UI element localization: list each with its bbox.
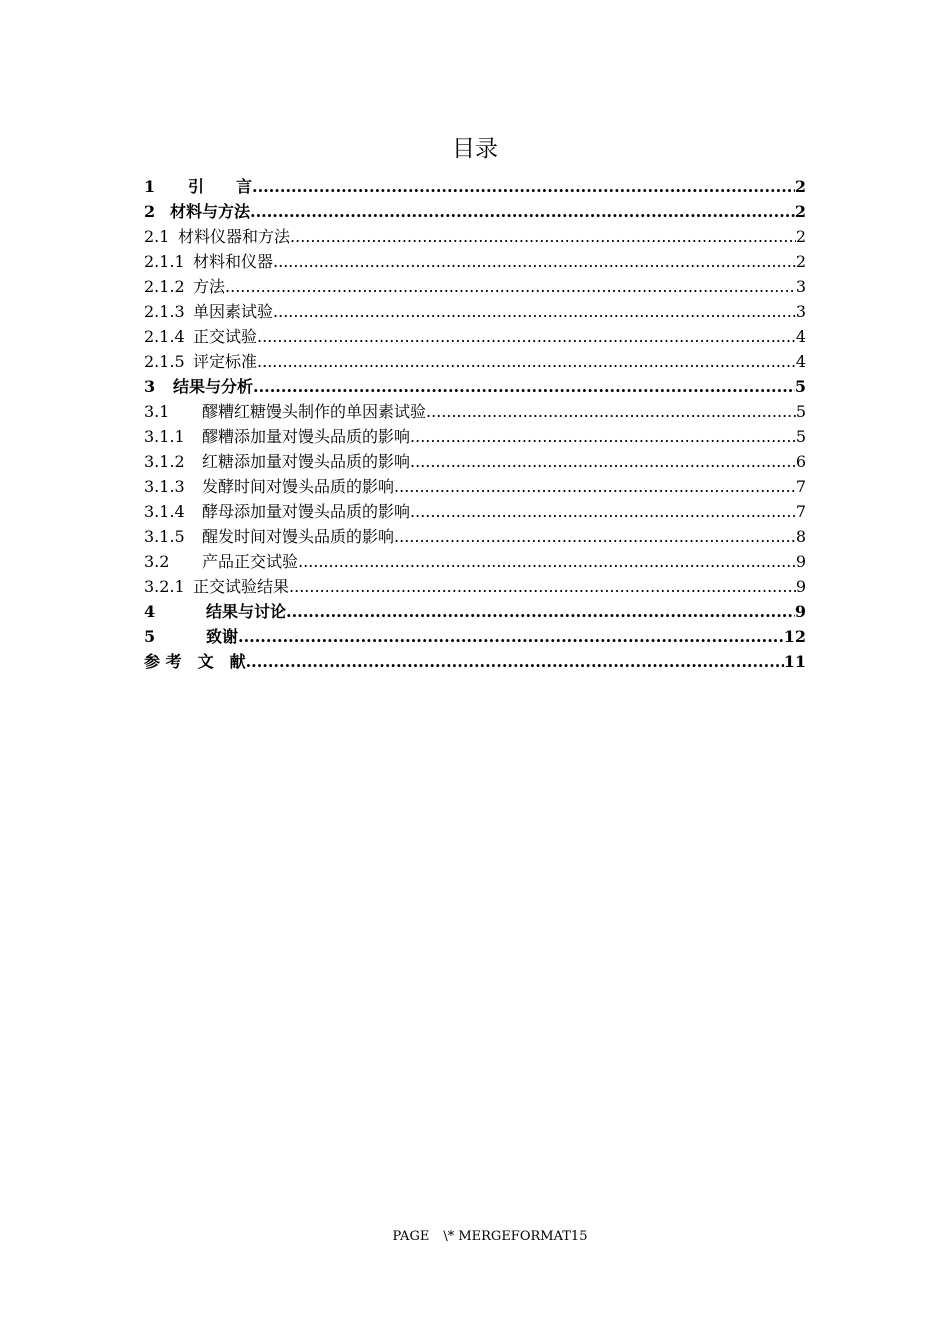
toc-entry[interactable] [144,199,806,224]
toc-entry[interactable] [144,599,806,624]
toc-entry-label: 结果与讨论 [206,602,287,621]
toc-entry-number: 4 [144,602,156,621]
toc-entry-page-number: 9 [795,552,806,571]
toc-entry-number: 3.2.1 [144,577,185,596]
toc-dot-leader [246,649,784,674]
toc-entry-label: 发酵时间对馒头品质的影响 [202,477,395,496]
footer-field-code-page: PAGE [392,1229,430,1244]
toc-dot-leader [290,224,796,249]
page-footer [0,1228,950,1246]
toc-entry-page-number: 8 [795,527,806,546]
toc-dot-leader [257,324,796,349]
toc-entry-number: 2.1.1 [144,252,185,271]
toc-entry-label: 材料仪器和方法 [178,227,291,246]
toc-entry-page-number: 5 [795,427,806,446]
toc-entry-page-number: 2 [795,252,806,271]
toc-entry-page-number: 2 [794,177,806,196]
toc-entry-number: 3.1.5 [144,527,185,546]
toc-entry[interactable] [144,174,806,199]
toc-dot-leader [225,274,796,299]
toc-entry[interactable] [144,374,806,399]
toc-entry-label: 结果与分析 [173,377,254,396]
toc-entry-number: 2.1 [144,227,170,246]
toc-dot-leader [410,449,796,474]
toc-entry-page-number: 7 [795,477,806,496]
toc-entry-label: 评定标准 [193,352,258,371]
toc-entry[interactable] [144,649,806,674]
toc-entry[interactable] [144,624,806,649]
toc-entry[interactable] [144,349,806,374]
toc-entry-number: 3 [144,377,156,396]
toc-entry-number: 3.1 [144,402,170,421]
toc-dot-leader [426,399,796,424]
toc-entry-label: 方法 [193,277,226,296]
toc-dot-leader [250,199,795,224]
toc-dot-leader [273,249,796,274]
footer-field-code-format: \* MERGEFORMAT15 [443,1229,588,1244]
toc-entry-number: 1 [144,177,156,196]
toc-entry-page-number: 4 [795,327,806,346]
toc-entry-number: 3.1.2 [144,452,185,471]
toc-entry-label: 材料与方法 [170,202,251,221]
toc-entry-number: 2.1.3 [144,302,185,321]
toc-dot-leader [410,424,796,449]
toc-entry-page-number: 12 [783,627,806,646]
toc-entry-number: 2.1.4 [144,327,185,346]
toc-entry[interactable] [144,474,806,499]
toc-entry-page-number: 6 [795,452,806,471]
toc-entry[interactable] [144,574,806,599]
toc-entry[interactable] [144,449,806,474]
toc-entry[interactable] [144,524,806,549]
toc-entry-label: 材料和仪器 [193,252,274,271]
page-title: 目录 [452,136,498,162]
toc-entry[interactable] [144,299,806,324]
toc-entry-number: 3.1.4 [144,502,185,521]
toc-entry[interactable] [144,499,806,524]
toc-entry-number: 3.1.1 [144,427,185,446]
toc-entry-label: 醪糟添加量对馒头品质的影响 [202,427,411,446]
toc-entry-label: 参 考 文 献 [144,652,246,671]
toc-entry[interactable] [144,324,806,349]
toc-dot-leader [273,299,796,324]
toc-entry-number: 2.1.5 [144,352,185,371]
toc-entry-label: 酵母添加量对馒头品质的影响 [202,502,411,521]
toc-entry-page-number: 3 [795,277,806,296]
toc-entry[interactable] [144,549,806,574]
toc-entry-page-number: 3 [795,302,806,321]
toc-entry-page-number: 9 [795,577,806,596]
toc-entry[interactable] [144,424,806,449]
toc-dot-leader [253,374,795,399]
toc-dot-leader [286,599,795,624]
toc-entry-page-number: 4 [795,352,806,371]
toc-entry-number: 3.1.3 [144,477,185,496]
toc-entry-number: 5 [144,627,156,646]
toc-entry-number: 2.1.2 [144,277,185,296]
toc-entry-label: 醒发时间对馒头品质的影响 [202,527,395,546]
toc-dot-leader [238,624,784,649]
toc-entry-page-number: 5 [794,377,806,396]
toc-entry-label: 单因素试验 [193,302,274,321]
toc-dot-leader [410,499,796,524]
toc-entry-label: 引 言 [188,177,253,196]
toc-entry-page-number: 9 [794,602,806,621]
toc-entry-number: 3.2 [144,552,170,571]
toc-dot-leader [394,524,796,549]
toc-entry-label: 正交试验 [193,327,258,346]
toc-dot-leader [394,474,796,499]
toc-dot-leader [289,574,796,599]
toc-entry-label: 正交试验结果 [193,577,290,596]
toc-entry[interactable] [144,249,806,274]
toc-entry-page-number: 2 [795,227,806,246]
toc-entry-label: 产品正交试验 [202,552,299,571]
toc-entry-label: 醪糟红糖馒头制作的单因素试验 [202,402,427,421]
toc-entry-label: 红糖添加量对馒头品质的影响 [202,452,411,471]
toc-dot-leader [252,174,795,199]
toc-entry[interactable] [144,224,806,249]
toc-entry-page-number: 5 [795,402,806,421]
toc-entry[interactable] [144,274,806,299]
toc-entry[interactable] [144,399,806,424]
toc-entry-page-number: 11 [783,652,806,671]
toc-dot-leader [257,349,796,374]
toc-dot-leader [298,549,796,574]
toc-entry-number: 2 [144,202,156,221]
toc-entry-page-number: 7 [795,502,806,521]
toc-entry-label: 致谢 [206,627,239,646]
table-of-contents [144,174,806,674]
toc-entry-page-number: 2 [794,202,806,221]
